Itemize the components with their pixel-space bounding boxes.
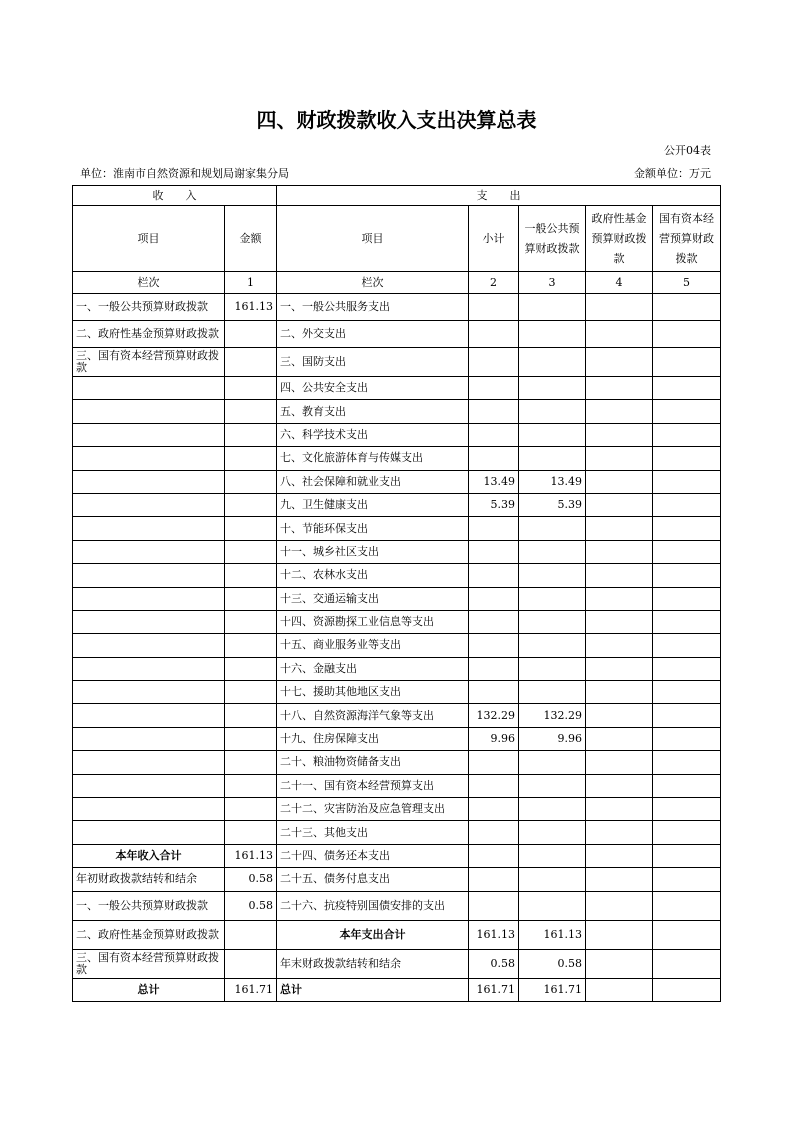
gov-fund-cell [586,321,653,348]
income-item-cell: 二、政府性基金预算财政拨款 [73,321,225,348]
gov-fund-cell [586,978,653,1001]
state-capital-cell [653,493,721,516]
state-capital-cell [653,610,721,633]
income-item-cell [73,447,225,470]
table-row [73,704,721,727]
general-budget-cell: 9.96 [519,727,586,750]
expense-item-cell: 三、国防支出 [277,348,469,377]
subtotal-cell [469,798,519,821]
income-item-cell [73,564,225,587]
income-amount-cell [225,493,277,516]
income-item-cell: 三、国有资本经营预算财政拨款 [73,949,225,978]
gov-fund-cell [586,400,653,423]
expense-item-cell: 十、节能环保支出 [277,517,469,540]
column-number-row [73,272,721,294]
income-item-cell: 一、一般公共预算财政拨款 [73,294,225,321]
general-budget-cell [519,774,586,797]
income-item-cell [73,681,225,704]
state-capital-cell [653,891,721,920]
expense-item-cell: 十八、自然资源海洋气象等支出 [277,704,469,727]
income-amount-cell [225,798,277,821]
general-budget-cell [519,348,586,377]
expense-item-cell: 二十六、抗疫特别国债安排的支出 [277,891,469,920]
income-item-cell [73,470,225,493]
general-budget-cell [519,657,586,680]
expense-item-cell: 十四、资源勘探工业信息等支出 [277,610,469,633]
expense-item-cell: 十三、交通运输支出 [277,587,469,610]
income-amount-cell [225,610,277,633]
income-amount-cell [225,447,277,470]
table-row [73,920,721,949]
table-row [73,610,721,633]
gov-fund-cell [586,891,653,920]
gov-fund-cell [586,493,653,516]
general-budget-cell [519,423,586,446]
general-budget-cell [519,294,586,321]
gov-fund-cell [586,868,653,891]
state-capital-cell [653,587,721,610]
general-budget-cell [519,400,586,423]
expense-item-cell: 总计 [277,978,469,1001]
income-item-cell [73,774,225,797]
subtotal-cell: 161.71 [469,978,519,1001]
table-row [73,400,721,423]
table-row [73,447,721,470]
expense-item-cell: 十九、住房保障支出 [277,727,469,750]
table-row [73,774,721,797]
unit-label: 单位：淮南市自然资源和规划局谢家集分局 [80,167,289,180]
table-row [73,423,721,446]
general-budget-cell [519,891,586,920]
gov-fund-cell [586,798,653,821]
state-capital-cell [653,821,721,844]
table-row [73,587,721,610]
expense-item-cell: 八、社会保障和就业支出 [277,470,469,493]
gov-fund-cell [586,447,653,470]
state-capital-cell [653,774,721,797]
state-capital-cell [653,540,721,563]
subtotal-cell: 5.39 [469,493,519,516]
state-capital-cell [653,798,721,821]
table-row [73,844,721,867]
income-amount-cell [225,470,277,493]
income-item-cell [73,610,225,633]
gov-fund-cell [586,348,653,377]
income-amount-cell [225,423,277,446]
subtotal-cell [469,891,519,920]
income-item-cell [73,657,225,680]
general-budget-cell [519,844,586,867]
page-title: 四、财政拨款收入支出决算总表 [256,108,537,132]
subtotal-header: 小计 [469,206,519,272]
income-amount-cell [225,348,277,377]
expense-item-cell: 五、教育支出 [277,400,469,423]
income-amount-cell: 0.58 [225,891,277,920]
income-amount-cell [225,377,277,400]
subtotal-cell [469,821,519,844]
state-capital-cell [653,564,721,587]
general-budget-header: 一般公共预算财政拨款 [519,206,586,272]
income-item-cell: 年初财政拨款结转和结余 [73,868,225,891]
expense-item-cell: 本年支出合计 [277,920,469,949]
income-amount-cell [225,400,277,423]
income-item-cell: 三、国有资本经营预算财政拨款 [73,348,225,377]
table-row [73,949,721,978]
state-capital-cell [653,868,721,891]
table-row [73,377,721,400]
subtotal-cell [469,774,519,797]
income-amount-cell [225,564,277,587]
table-row [73,751,721,774]
subtotal-cell [469,587,519,610]
gov-fund-cell [586,751,653,774]
table-row [73,891,721,920]
gov-fund-cell [586,727,653,750]
income-amount-cell [225,587,277,610]
table-row [73,294,721,321]
table-row [73,681,721,704]
table-row [73,868,721,891]
table-row [73,727,721,750]
table-code: 公开04表 [664,144,711,157]
state-capital-cell [653,400,721,423]
income-item-cell [73,423,225,446]
table-row [73,564,721,587]
expense-item-cell: 年末财政拨款结转和结余 [277,949,469,978]
income-amount-cell: 161.13 [225,844,277,867]
gov-fund-cell [586,844,653,867]
subtotal-cell: 161.13 [469,920,519,949]
state-capital-cell [653,681,721,704]
state-capital-cell [653,657,721,680]
income-item-cell [73,587,225,610]
state-capital-header: 国有资本经营预算财政拨款 [653,206,721,272]
table-row [73,321,721,348]
table-row [73,821,721,844]
subtotal-cell [469,447,519,470]
subtotal-cell [469,564,519,587]
expense-item-cell: 十二、农林水支出 [277,564,469,587]
general-budget-cell [519,798,586,821]
income-amount-cell [225,517,277,540]
table-row [73,978,721,1001]
state-capital-cell [653,377,721,400]
expense-item-cell: 四、公共安全支出 [277,377,469,400]
expense-item-cell: 二十一、国有资本经营预算支出 [277,774,469,797]
col-number-3: 3 [519,272,586,294]
gov-fund-cell [586,681,653,704]
gov-fund-cell [586,704,653,727]
income-amount-cell: 161.71 [225,978,277,1001]
subtotal-cell [469,610,519,633]
income-item-cell [73,634,225,657]
expense-section-header: 支 出 [277,186,721,206]
income-amount-cell [225,949,277,978]
col-number-5: 5 [653,272,721,294]
subtotal-cell: 13.49 [469,470,519,493]
general-budget-cell [519,868,586,891]
subtotal-cell [469,294,519,321]
income-section-header: 收 入 [73,186,277,206]
table-row [73,657,721,680]
gov-fund-cell [586,657,653,680]
income-amount-cell [225,920,277,949]
state-capital-cell [653,634,721,657]
general-budget-cell [519,564,586,587]
col-number-2: 2 [469,272,519,294]
state-capital-cell [653,294,721,321]
gov-fund-cell [586,949,653,978]
expense-item-cell: 二十三、其他支出 [277,821,469,844]
general-budget-cell [519,540,586,563]
general-budget-cell [519,751,586,774]
subtotal-cell [469,681,519,704]
gov-fund-cell [586,294,653,321]
income-item-cell [73,400,225,423]
subtotal-cell: 9.96 [469,727,519,750]
expense-item-cell: 十五、商业服务业等支出 [277,634,469,657]
income-item-cell: 总计 [73,978,225,1001]
general-budget-cell: 5.39 [519,493,586,516]
gov-fund-cell [586,774,653,797]
general-budget-cell [519,517,586,540]
gov-fund-cell [586,920,653,949]
state-capital-cell [653,470,721,493]
income-item-cell [73,493,225,516]
gov-fund-cell [586,610,653,633]
gov-fund-header: 政府性基金预算财政拨款 [586,206,653,272]
subtotal-cell [469,540,519,563]
expense-item-cell: 二十四、债务还本支出 [277,844,469,867]
income-amount-cell: 0.58 [225,868,277,891]
subtotal-cell [469,657,519,680]
income-amount-cell [225,774,277,797]
money-unit-label: 金额单位：万元 [634,167,711,180]
gov-fund-cell [586,564,653,587]
general-budget-cell [519,377,586,400]
expense-item-cell: 十六、金融支出 [277,657,469,680]
expense-item-cell: 一、一般公共服务支出 [277,294,469,321]
table-row [73,470,721,493]
expense-item-cell: 二十二、灾害防治及应急管理支出 [277,798,469,821]
state-capital-cell [653,844,721,867]
income-amount-cell: 161.13 [225,294,277,321]
expense-item-cell: 二十、粮油物资储备支出 [277,751,469,774]
income-amount-cell [225,704,277,727]
state-capital-cell [653,751,721,774]
income-item-cell [73,704,225,727]
state-capital-cell [653,978,721,1001]
subtotal-cell [469,844,519,867]
subtotal-cell [469,423,519,446]
table-row [73,348,721,377]
expense-item-cell: 九、卫生健康支出 [277,493,469,516]
income-item-cell [73,751,225,774]
general-budget-cell [519,610,586,633]
subtotal-cell [469,868,519,891]
income-amount-cell [225,727,277,750]
general-budget-cell [519,681,586,704]
general-budget-cell: 161.13 [519,920,586,949]
budget-table [72,185,721,1002]
income-item-cell: 一、一般公共预算财政拨款 [73,891,225,920]
expense-item-cell: 七、文化旅游体育与传媒支出 [277,447,469,470]
income-amount-cell [225,681,277,704]
income-amount-header: 金额 [225,206,277,272]
table-row [73,540,721,563]
subtotal-cell: 132.29 [469,704,519,727]
income-item-cell: 本年收入合计 [73,844,225,867]
general-budget-cell [519,321,586,348]
gov-fund-cell [586,377,653,400]
subtotal-cell [469,400,519,423]
col-label: 栏次 [73,272,225,294]
subtotal-cell [469,348,519,377]
general-budget-cell [519,587,586,610]
income-item-cell: 二、政府性基金预算财政拨款 [73,920,225,949]
gov-fund-cell [586,634,653,657]
table-row [73,493,721,516]
expense-item-cell: 十七、援助其他地区支出 [277,681,469,704]
expense-item-cell: 十一、城乡社区支出 [277,540,469,563]
table-row [73,634,721,657]
income-item-cell [73,798,225,821]
state-capital-cell [653,727,721,750]
income-item-cell [73,727,225,750]
state-capital-cell [653,704,721,727]
state-capital-cell [653,321,721,348]
income-amount-cell [225,540,277,563]
state-capital-cell [653,517,721,540]
general-budget-cell: 132.29 [519,704,586,727]
state-capital-cell [653,423,721,446]
state-capital-cell [653,920,721,949]
subtotal-cell [469,321,519,348]
income-amount-cell [225,821,277,844]
state-capital-cell [653,348,721,377]
subtotal-cell: 0.58 [469,949,519,978]
col-label: 栏次 [277,272,469,294]
expense-item-cell: 二、外交支出 [277,321,469,348]
section-header-row [73,186,721,206]
state-capital-cell [653,447,721,470]
gov-fund-cell [586,540,653,563]
income-amount-cell [225,634,277,657]
income-item-header: 项目 [73,206,225,272]
general-budget-cell [519,634,586,657]
income-amount-cell [225,321,277,348]
expense-item-header: 项目 [277,206,469,272]
table-row [73,517,721,540]
col-number-1: 1 [225,272,277,294]
income-amount-cell [225,657,277,680]
income-item-cell [73,821,225,844]
general-budget-cell [519,821,586,844]
gov-fund-cell [586,517,653,540]
gov-fund-cell [586,423,653,446]
table-row [73,798,721,821]
income-item-cell [73,377,225,400]
expense-item-cell: 六、科学技术支出 [277,423,469,446]
col-number-4: 4 [586,272,653,294]
subtotal-cell [469,517,519,540]
gov-fund-cell [586,587,653,610]
income-amount-cell [225,751,277,774]
expense-item-cell: 二十五、债务付息支出 [277,868,469,891]
subtotal-cell [469,634,519,657]
gov-fund-cell [586,470,653,493]
state-capital-cell [653,949,721,978]
gov-fund-cell [586,821,653,844]
general-budget-cell: 0.58 [519,949,586,978]
general-budget-cell: 13.49 [519,470,586,493]
subtotal-cell [469,377,519,400]
income-item-cell [73,540,225,563]
column-header-row [73,206,721,272]
general-budget-cell: 161.71 [519,978,586,1001]
general-budget-cell [519,447,586,470]
income-item-cell [73,517,225,540]
subtotal-cell [469,751,519,774]
